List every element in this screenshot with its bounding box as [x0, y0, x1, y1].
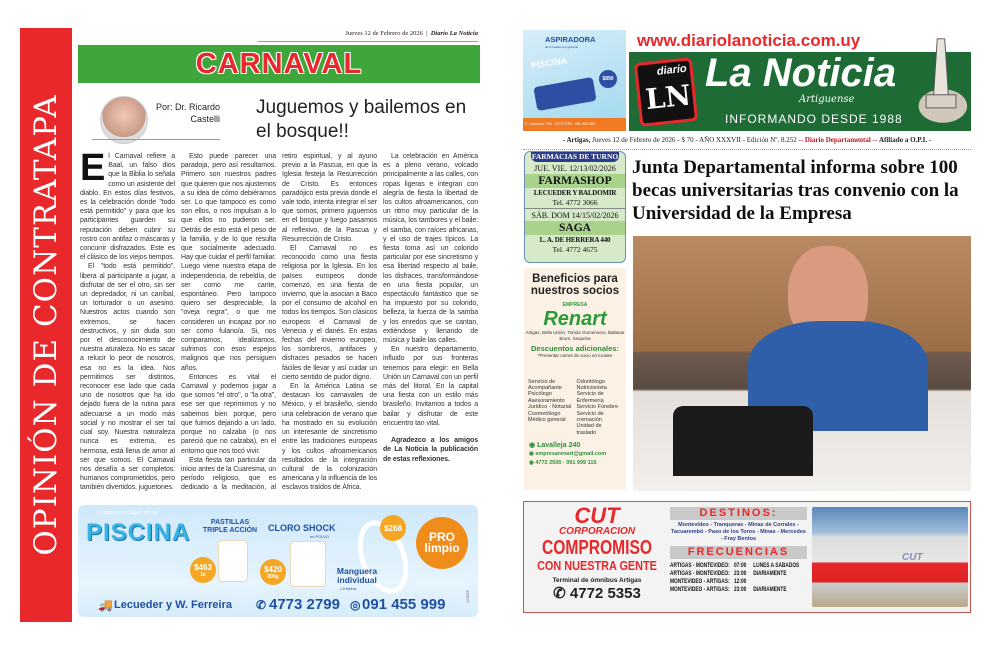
frequency-row: MONTEVIDEO - ARTIGAS: 23:00 DIARIAMENTE: [670, 587, 787, 593]
paragraph: El "todo está permitido", libera al participante a jugar, a disfrutar de ser el otro, sin ser un depredador, ni un caníbal, un torturador o un asesino. Nuestros actos cuando son extremos, se hacen destructivos, y sin duda son por el desconocimiento de nuestra aturaleza. No es sacar a relucir lo peor de nosotros, esa no es la idea. Nos permitimos ser distintos, reconocer ese lado que cada uno de nosotros que ha ido dejado fuera de la rutina para adecuarse a un modo más social y no mostrar el ser tal cual soy. Nuestra naturaleza nunca es extrema, es hermosa, está llena de amor al ser que somos. El Carnaval nos desafía a ser completos: humanos comprometidos, pero también divertidos, juguetones.: [80, 263, 175, 492]
paragraph: Esta fiesta tan particular da inicio antes de la Cuaresma, un período religioso, que es dedicado a la meditación, al retiro espiritual, y al ayuno previo a la Pascua, en que la Iglesia festeja la Resurrección de Cristo. Es entonces paradójico esta previa donde el vale todo, intenta integrar el ser que somos, primero juguemos en el bosque y luego pasamos al reflexivo, de la Pascua y Resurrección de Cristo.: [181, 153, 377, 492]
paragraph: El Carnaval refiere a Baal, un falso dios que la Biblia lo señala como un asistente del diablo. En estos días festivos, es la celebración donde "todo está permitido" y para que los participantes guarden su reputación deben cubrir su rostro con antifaz o máscaras y concurrir disfrazados. Este es el clásico de los viejos tiempos.: [80, 147, 175, 262]
bus-photo: CUT: [812, 507, 968, 607]
category-header: CARNAVAL: [78, 45, 480, 83]
pharmacies-on-duty: FARMACIAS DE TURNO JUE. VIE. 12/13/02/2026 FARMASHOP LECUEDER Y BALDOMIR Tel. 4772 3066 SÁB. DOM 14/15/02/2026 SAGA L. A. DE HERRERA 440 Tel. 4772 4675: [524, 151, 626, 263]
article-headline: Juguemos y bailemos en el bosque!!: [256, 97, 467, 142]
paragraph: En la América Latina se destacan los carnavales de México, y el brasileño, siendo una celebración de verano que ha mostrado en su evolución un interesante de sincretismo entre las tradiciones europeas y los cultos afroamericanos resultados de la integración cultural de la colonización americana y la influencia de los esclavos traídos de África.: [282, 383, 377, 492]
email-icon: ◉: [529, 451, 534, 458]
price-badge: $420 800g: [260, 559, 286, 585]
ln-logo: diario LN: [634, 57, 698, 127]
microphones: [673, 406, 813, 476]
phone-icon: ✆: [256, 598, 267, 612]
product-image: [290, 541, 326, 587]
frequency-row: MONTEVIDEO - ARTIGAS: 12:00: [670, 579, 747, 585]
renart-logo: Renart: [543, 308, 607, 330]
paragraph: Esto puede parecer una paradoja, pero así resultamos. Primero son nuestros padres que quieren que nos ajustemos a su idea de cómo debiéramos ser. Lo que tampoco es como son ellos, o nos impulsan a lo que ellos no pudieron ser. Detrás de esto está el peso de la familia, y de lo que resulta que socialmente adecuado. Hay que cuidar el perfil familiar. Luego viene nuestra etapa de independencia, de rebeldía, de ser como me cante, espontáneo. Pero tampoco quiero ser despreciable, la "oveja negra", o que me consideren un incapaz por no ser como fulano/a. Si, nos comparamos, idealizamos, sufrimos con esos espejos malignos que nos persiguen años.: [181, 153, 276, 372]
paragraph: Entonces es vital el Carnaval y podemos jugar a que somos "el otro", o "la otra", ese ser que reprimimos y no sabemos bien porque, pero que fuimos dejando a un lado, porque no calzaba (o nos pareció que no calzaba), en el entorno que nos tocó vivir.: [181, 373, 276, 455]
section-banner: OPINIÓN DE CONTRATAPA: [20, 28, 72, 622]
whatsapp-icon: ◎: [350, 598, 361, 612]
author-avatar: [100, 96, 148, 144]
acknowledgement: Agradezco a los amigos de La Noticia la publicación de estas reflexiones.: [383, 437, 478, 463]
article-body: [80, 147, 478, 500]
product-image: [218, 540, 248, 582]
dateline: Jueves 12 de Febrero de 2026 | Diario La Noticia: [258, 30, 478, 42]
masthead: www.diariolanoticia.com.uy diario LN La Noticia Artiguense INFORMANDO DESDE 1988: [629, 30, 971, 131]
bus-company-ad[interactable]: CUT CORPORACION COMPROMISO CON NUESTRA GENTE Terminal de ómnibus Artigas ✆ 4772 5353 DESTINOS: Montevideo - Tranqueras - Minas de Corrales - Tacuarembó - Paso de los Toros - Minas - Mercedes - Fray Bentos FRECUENCIAS ARTIGAS - MONTEVIDEO: 07:00 LUNES A SÁBADOS ARTIGAS - MONTEVIDEO: 23:00 DIARIAMENTE MONTEVIDEO - ARTIGAS: 12:00 MONTEVIDEO - ARTIGAS: 23:00 DIARIAMENTE CUT: [523, 501, 971, 613]
prolimpio-logo: PRO limpio: [416, 517, 468, 569]
paragraph: El Carnaval no es reconocido como una fiesta religiosa por la Iglesia. En los países europeos donde comenzó, es una fiesta de invierno, que la asocian a Baco por el consumo de alcohol en todos los tiempos. Son clásicos europeos el Carnaval de Venecia y el danés. En estas fechas del invierno europeo, los sombreros, antifaces y disfraces pesados se hacen fáciles de llevar y así cuidar un cierto sentido de pudor digno.: [282, 245, 377, 381]
frequency-row: ARTIGAS - MONTEVIDEO: 23:00 DIARIAMENTE: [670, 571, 787, 577]
main-headline[interactable]: Junta Departamental informa sobre 100 becas universitarias tras convenio con la Universidad de la Empresa: [632, 157, 959, 224]
contact-info: ◉ Lavalleja 240 ◉ empresarenart@gmail.com ◉ 4772 2505 · 091 999 115: [529, 442, 607, 467]
phone-icon: ◉: [529, 460, 534, 467]
price-badge: $463 1k: [190, 557, 216, 583]
paragraph: En nuestro departamento, influido por sus fronteras tenemos para elegir: en Bella Unión un Carnaval con un perfil más del litoral. En la capital una fiesta con un estilo más brasileño. Invitamos a todos a bailar y disfrutar de este encuentro tan vital.: [383, 346, 478, 427]
ad-whatsapp: 091 455 999: [362, 596, 446, 613]
delivery-truck-icon: 🚚: [98, 598, 113, 612]
vacuum-image: [533, 77, 596, 111]
frequencies-table: [670, 562, 804, 594]
vacuum-ad[interactable]: ASPIRADORA de 8 ruedas con giratorio PISCINA $890 C. Lecueder 799 · 4773 2799 · 091 455 999: [523, 30, 626, 131]
paragraph: La celebración en América es a pleno verano, volcado principalmente a las calles, con ropas ligeras e integran con alegría de fiesta la libertad de los cultos afroamericanos, con un ritmo muy particular de la música, los tambores y el baile: el samba, con raíces africanas, y el uso de trajes típicos. La fiesta toma así un colorido particular por ese sincretismo y esa libertad respecto al baile, los disfraces, transformándose en una fiesta popular, un espectáculo fantástico que se ha impuesto por su colorido, belleza, la fuerza de la samba y los enredos que se cantan, extiéndose y llenando de música y baile las calles.: [383, 153, 478, 345]
pool-products-ad[interactable]: Cuidamos el agua de su PISCINA PASTILLAS TRIPLE ACCIÓN $463 1k CLORO SHOCK en POLVO $420 800g $268 Manguera individual 1.5 Metros PRO limpio 🚚 Lecueder y W. Ferreira ✆ 4773 2799 ◎ 091 455 999 12/2025: [78, 505, 478, 617]
frequency-row: ARTIGAS - MONTEVIDEO: 07:00 LUNES A SÁBADOS: [670, 563, 800, 569]
site-url[interactable]: www.diariolanoticia.com.uy: [637, 31, 861, 50]
monument-icon: [913, 28, 969, 128]
author-byline: Por: Dr. Ricardo Castelli: [155, 102, 220, 124]
phone-icon: ✆: [553, 585, 566, 602]
ad-address: Lecueder y W. Ferreira: [114, 599, 232, 611]
news-photo: [633, 236, 971, 491]
divider: [92, 139, 220, 140]
edition-info: - Artigas, Jueves 12 de Febrero de 2026 - $ 70 - AÑO XXXVII - Edición Nº. 8.252 -- Diario Departamental -- Afiliado a O.P.I. -: [523, 136, 971, 150]
benefits-ad[interactable]: Beneficios para nuestros socios EMPRESA Renart Artigas, Bella Unión, Tomás Gomensoro, Baltasar Brum, Sequeira Descuentos adicionales: *Presentar carnet de socio en locales Servicio de Acompañante Psicólogo Asesoramiento Jurídico - Notarial Cosmetólogo Médico general Odontólogo Nutricionista Servicio de Enfermería Servicio Fúnebre Servicio de cremación Unidad de traslado ◉ Lavalleja 240 ◉ empresarenart@gmail.com ◉ 4772 2505 · 091 999 115: [524, 268, 626, 490]
location-icon: ◉: [529, 442, 536, 450]
services-list: Servicio de Acompañante Psicólogo Asesoramiento Jurídico - Notarial Cosmetólogo Médico general Odontólogo Nutricionista Servicio de Enfermería Servicio Fúnebre Servicio de cremación Unidad de traslado: [528, 378, 619, 436]
ad-phone: 4773 2799: [269, 596, 340, 613]
brand-name: La Noticia: [705, 51, 897, 95]
price-badge: $268: [380, 515, 406, 541]
